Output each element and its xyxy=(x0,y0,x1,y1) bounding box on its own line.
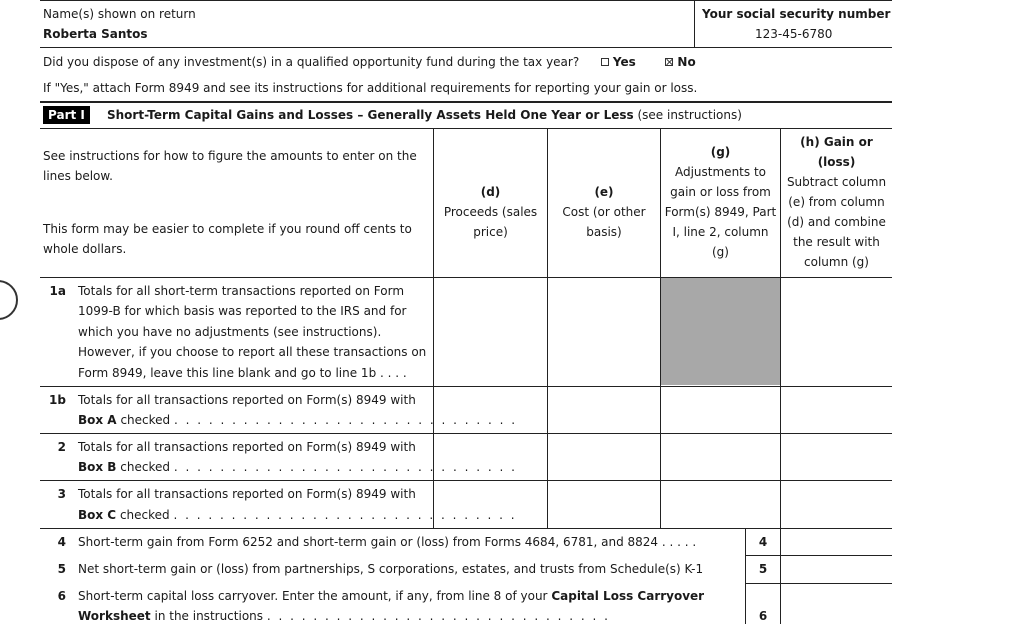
part1-title-note: (see instructions) xyxy=(637,108,742,122)
line-2-h-input[interactable] xyxy=(781,434,892,480)
line-1b-number: 1b xyxy=(49,393,66,407)
col-d-header xyxy=(434,182,547,242)
line-6-h-input[interactable] xyxy=(781,584,892,624)
col-g-line2: gain or loss from xyxy=(670,185,771,199)
col-e-line2: basis) xyxy=(586,225,622,239)
ssn-label: Your social security number xyxy=(702,7,891,21)
col-g-line5: (g) xyxy=(712,245,729,259)
col-h-line5: the result with xyxy=(793,235,880,249)
line-1a-e-input[interactable] xyxy=(548,278,660,385)
col-g-header xyxy=(661,142,780,262)
qof-question-text: Did you dispose of any investment(s) in a qualified opportunity fund during the tax year? xyxy=(43,55,580,69)
line-3-text-1: Totals for all transactions reported on Form(s) 8949 with xyxy=(78,487,416,501)
qof-yes-checkbox[interactable] xyxy=(601,58,609,66)
line-3-suffix: checked xyxy=(119,508,170,522)
line-1b-d-input[interactable] xyxy=(434,387,547,433)
part1-title xyxy=(107,105,742,125)
round-line1: This form may be easier to complete if you round off cents to xyxy=(43,222,412,236)
col-g-line1: Adjustments to xyxy=(674,165,766,179)
col-h-letter: (h) Gain or xyxy=(800,135,873,149)
line-6-dots: . . . . . . . . . . . . . . . . . . . . . . . . . . . . . . xyxy=(266,609,610,623)
name-label: Name(s) shown on return xyxy=(43,7,196,21)
line-2-dots: . . . . . . . . . . . . . . . . . . . . . . . . . . . . . . xyxy=(173,460,517,474)
col-e-letter: (e) xyxy=(594,185,614,199)
line-1b-suffix: checked xyxy=(120,413,171,427)
line-1a-text-5: Form 8949, leave this line blank and go to line 1b . . . . xyxy=(78,366,407,380)
line-6-number: 6 xyxy=(57,589,66,603)
line-3-g-input[interactable] xyxy=(661,481,780,528)
line-3-d-input[interactable] xyxy=(434,481,547,528)
col-d-line2: price) xyxy=(473,225,508,239)
col-g-line4: I, line 2, column xyxy=(672,225,769,239)
col-h-line4: (d) and combine xyxy=(787,215,886,229)
line-6-box-number: 6 xyxy=(758,609,768,623)
line-6-text-2 xyxy=(78,606,638,626)
line-1a-h-input[interactable] xyxy=(781,278,892,385)
line-1a-text-2: 1099-B for which basis was reported to the IRS and for xyxy=(78,304,407,318)
line-6-text-b: Capital Loss Carryover xyxy=(551,589,705,603)
line-1b-g-input[interactable] xyxy=(661,387,780,433)
line-4-box-number: 4 xyxy=(758,535,768,549)
line-2-e-input[interactable] xyxy=(548,434,660,480)
line-1a-d-input[interactable] xyxy=(434,278,547,385)
line-3-e-input[interactable] xyxy=(548,481,660,528)
line-2-text-1: Totals for all transactions reported on Form(s) 8949 with xyxy=(78,440,416,454)
col-h-header xyxy=(781,132,892,272)
line-1a-number: 1a xyxy=(49,284,66,298)
line-5-h-input[interactable] xyxy=(781,556,892,583)
col-g-letter: (g) xyxy=(710,145,731,159)
line-1a-text-1: Totals for all short-term transactions reported on Form xyxy=(78,284,405,298)
line-1b-e-input[interactable] xyxy=(548,387,660,433)
line-2-suffix: checked xyxy=(120,460,171,474)
col-h-line2: Subtract column xyxy=(786,175,887,189)
line-5-number: 5 xyxy=(57,562,66,576)
name-value: Roberta Santos xyxy=(43,27,148,41)
line-2-g-input[interactable] xyxy=(661,434,780,480)
col-e-header xyxy=(548,182,660,242)
part1-badge: Part I xyxy=(43,106,90,124)
line-3-h-input[interactable] xyxy=(781,481,892,528)
line-1a-text-3: which you have no adjustments (see instructions). xyxy=(78,325,382,339)
line-4-text: Short-term gain from Form 6252 and short-term gain or (loss) from Forms 4684, 6781, and 8824 . . . . . xyxy=(78,535,697,549)
line-1a-text-4: However, if you choose to report all these transactions on xyxy=(78,345,427,359)
col-h-line6: column (g) xyxy=(804,255,869,269)
intro-line2: lines below. xyxy=(43,169,113,183)
ssn-value: 123-45-6780 xyxy=(755,27,833,41)
col-g-line3: Form(s) 8949, Part xyxy=(664,205,777,219)
line-2-number: 2 xyxy=(57,440,66,454)
qof-no-label: No xyxy=(677,55,696,69)
line-2-text-2 xyxy=(78,457,517,477)
col-d-line1: Proceeds (sales xyxy=(443,205,538,219)
qof-instruction: If "Yes," attach Form 8949 and see its instructions for additional requirements for reporting your gain or loss. xyxy=(43,81,698,95)
col-h-line3: (e) from column xyxy=(788,195,885,209)
line-2-box: Box B xyxy=(78,460,117,474)
qof-no-checkbox[interactable] xyxy=(665,58,673,66)
qof-yes-label: Yes xyxy=(612,55,636,69)
line-4-h-input[interactable] xyxy=(781,529,892,555)
line-5-box-number: 5 xyxy=(758,562,768,576)
line-1a-g-shaded xyxy=(661,278,780,385)
line-1b-text-2 xyxy=(78,410,518,430)
qof-question xyxy=(43,52,696,72)
line-6-text-d: in the instructions xyxy=(154,609,264,623)
line-1b-text-1: Totals for all transactions reported on Form(s) 8949 with xyxy=(78,393,416,407)
line-1b-h-input[interactable] xyxy=(781,387,892,433)
line-5-text: Net short-term gain or (loss) from partnerships, S corporations, estates, and trusts from Schedule(s) K-1 xyxy=(78,562,704,576)
line-3-dots: . . . . . . . . . . . . . . . . . . . . . . . . . . . . . . xyxy=(173,508,517,522)
line-2-d-input[interactable] xyxy=(434,434,547,480)
round-line2: whole dollars. xyxy=(43,242,127,256)
line-4-number: 4 xyxy=(57,535,66,549)
line-3-number: 3 xyxy=(57,487,66,501)
col-h-line1: (loss) xyxy=(817,155,856,169)
margin-circle-fragment xyxy=(0,280,18,320)
part1-title-text: Short-Term Capital Gains and Losses – Generally Assets Held One Year or Less xyxy=(107,108,634,122)
line-1b-box: Box A xyxy=(78,413,117,427)
line-6-text-c: Worksheet xyxy=(78,609,151,623)
col-d-letter: (d) xyxy=(480,185,501,199)
col-e-line1: Cost (or other xyxy=(562,205,646,219)
line-3-text-2 xyxy=(78,505,517,525)
line-1b-dots: . . . . . . . . . . . . . . . . . . . . . . . . . . . . . . xyxy=(173,413,518,427)
line-6-text-a: Short-term capital loss carryover. Enter the amount, if any, from line 8 of your xyxy=(78,589,548,603)
intro-line1: See instructions for how to figure the amounts to enter on the xyxy=(43,149,417,163)
line-6-text-1 xyxy=(78,586,704,606)
line-3-box: Box C xyxy=(78,508,117,522)
